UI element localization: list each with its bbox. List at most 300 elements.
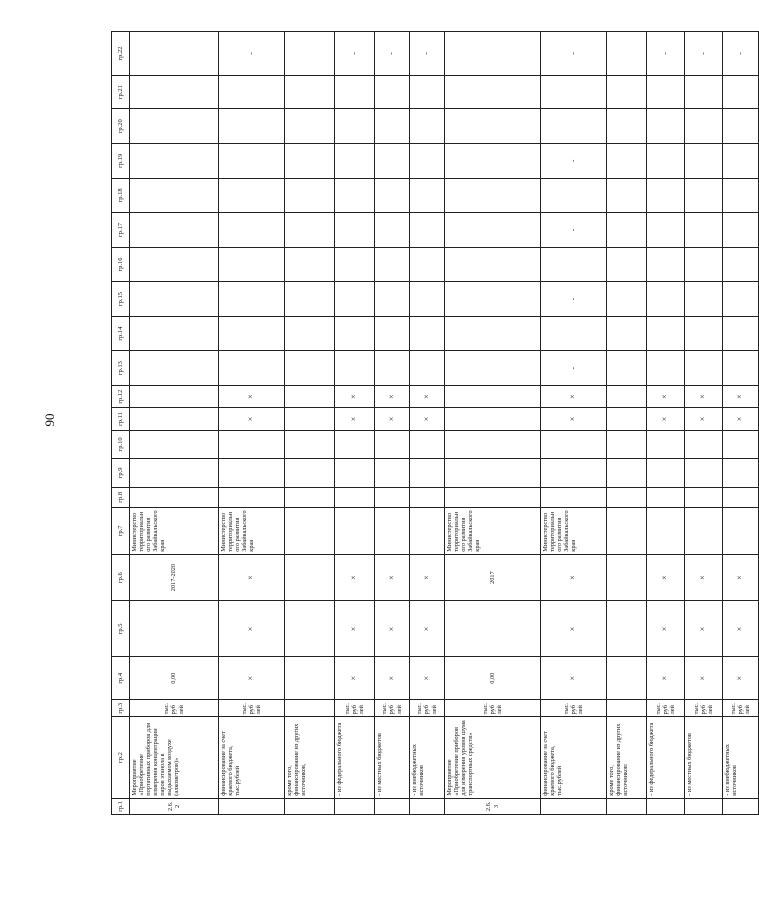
cell-c10: [607, 430, 647, 458]
cell-c8: [219, 487, 285, 507]
cell-c6: [607, 554, 647, 601]
cell-c21: [541, 75, 607, 109]
cell-c18: [647, 178, 685, 213]
cell-c5: [130, 601, 219, 657]
cell-c9: [541, 459, 607, 487]
cell-c15: [130, 282, 219, 317]
cell-c7: Министерство территориального развития Забайкальского края: [219, 507, 285, 554]
cell-c1: 2.6.2: [130, 798, 219, 814]
cell-c5: [445, 601, 541, 657]
cell-c19: [445, 144, 541, 179]
cell-c17: [130, 213, 219, 248]
cell-c13: [375, 351, 410, 386]
cell-c4: ×: [541, 657, 607, 700]
cell-c19: [335, 144, 375, 179]
cell-c2: - из федерального бюджета: [647, 717, 685, 798]
cell-c11: ×: [541, 408, 607, 430]
cell-c8: [335, 487, 375, 507]
header-cell: гр.2: [112, 717, 130, 798]
cell-c20: [375, 109, 410, 144]
table-row: [130, 32, 219, 815]
cell-c8: [445, 487, 541, 507]
cell-c16: [647, 247, 685, 282]
cell-c12: ×: [541, 385, 607, 407]
cell-c20: [285, 109, 335, 144]
cell-c20: [541, 109, 607, 144]
table-row: [410, 32, 445, 815]
header-cell: гр.8: [112, 487, 130, 507]
cell-c17: [647, 213, 685, 248]
cell-c18: [541, 178, 607, 213]
cell-c19: [375, 144, 410, 179]
cell-c3: тыс. рублей: [541, 700, 607, 717]
cell-c13: [285, 351, 335, 386]
cell-c9: [685, 459, 723, 487]
cell-c18: [607, 178, 647, 213]
cell-c22: [130, 32, 219, 76]
cell-c18: [375, 178, 410, 213]
cell-c11: ×: [723, 408, 759, 430]
cell-c14: [541, 316, 607, 351]
cell-c20: [445, 109, 541, 144]
cell-c20: [685, 109, 723, 144]
cell-c13: [335, 351, 375, 386]
cell-c16: [541, 247, 607, 282]
cell-c16: [219, 247, 285, 282]
header-cell: гр.10: [112, 430, 130, 458]
cell-c9: [375, 459, 410, 487]
cell-c8: [375, 487, 410, 507]
cell-c4: [607, 657, 647, 700]
cell-c7: Министерство территориального развития Забайкальского края: [130, 507, 219, 554]
cell-c6: ×: [685, 554, 723, 601]
cell-c7: [375, 507, 410, 554]
cell-c18: [685, 178, 723, 213]
cell-c19: [219, 144, 285, 179]
cell-c14: [445, 316, 541, 351]
cell-c14: [410, 316, 445, 351]
table-row: [219, 32, 285, 815]
table-row: [607, 32, 647, 815]
cell-c21: [685, 75, 723, 109]
cell-c11: ×: [219, 408, 285, 430]
cell-c19: [285, 144, 335, 179]
cell-c17: [607, 213, 647, 248]
cell-c11: [445, 408, 541, 430]
cell-c19: [723, 144, 759, 179]
cell-c10: [410, 430, 445, 458]
cell-c2: - из внебюджетных источников: [723, 717, 759, 798]
cell-c15: [375, 282, 410, 317]
cell-c6: ×: [335, 554, 375, 601]
rotated-table-container: [111, 31, 752, 815]
cell-c4: ×: [219, 657, 285, 700]
cell-c22: -: [647, 32, 685, 76]
cell-c1: [607, 798, 647, 814]
cell-c19: [647, 144, 685, 179]
cell-c14: [723, 316, 759, 351]
cell-c14: [335, 316, 375, 351]
cell-c18: [410, 178, 445, 213]
cell-c3: тыс. рублей: [219, 700, 285, 717]
cell-c21: [219, 75, 285, 109]
cell-c21: [410, 75, 445, 109]
cell-c20: [219, 109, 285, 144]
cell-c17: [375, 213, 410, 248]
cell-c10: [647, 430, 685, 458]
cell-c3: [285, 700, 335, 717]
cell-c16: [375, 247, 410, 282]
cell-c5: [607, 601, 647, 657]
cell-c22: -: [219, 32, 285, 76]
cell-c20: [335, 109, 375, 144]
header-cell: гр.5: [112, 601, 130, 657]
cell-c13: [219, 351, 285, 386]
cell-c4: 0,00: [445, 657, 541, 700]
header-cell: гр.3: [112, 700, 130, 717]
cell-c15: [335, 282, 375, 317]
cell-c7: [647, 507, 685, 554]
cell-c16: [335, 247, 375, 282]
cell-c4: ×: [723, 657, 759, 700]
cell-c11: [285, 408, 335, 430]
cell-c21: [723, 75, 759, 109]
cell-c2: - из местных бюджетов: [375, 717, 410, 798]
cell-c17: [723, 213, 759, 248]
cell-c3: тыс. рублей: [375, 700, 410, 717]
cell-c15: [685, 282, 723, 317]
cell-c15: [445, 282, 541, 317]
cell-c3: [607, 700, 647, 717]
cell-c8: [410, 487, 445, 507]
cell-c17: [219, 213, 285, 248]
header-cell: гр.16: [112, 247, 130, 282]
cell-c1: [410, 798, 445, 814]
cell-c19: [130, 144, 219, 179]
header-cell: гр.20: [112, 109, 130, 144]
cell-c7: [285, 507, 335, 554]
cell-c13: [607, 351, 647, 386]
cell-c14: [285, 316, 335, 351]
cell-c20: [723, 109, 759, 144]
cell-c17: [285, 213, 335, 248]
cell-c6: ×: [375, 554, 410, 601]
cell-c12: [607, 385, 647, 407]
cell-c3: тыс. рублей: [445, 700, 541, 717]
cell-c12: [285, 385, 335, 407]
cell-c17: [335, 213, 375, 248]
cell-c2: Мероприятие «Приобретение приборов для измерения уровня шума транспортных средств»: [445, 717, 541, 798]
cell-c21: [285, 75, 335, 109]
cell-c16: [607, 247, 647, 282]
cell-c7: [685, 507, 723, 554]
header-cell: гр.22: [112, 32, 130, 76]
cell-c18: [445, 178, 541, 213]
header-row: [112, 32, 130, 815]
header-cell: гр.17: [112, 213, 130, 248]
cell-c7: [335, 507, 375, 554]
cell-c13: [410, 351, 445, 386]
cell-c4: 0,00: [130, 657, 219, 700]
cell-c12: ×: [685, 385, 723, 407]
table-row: [445, 32, 541, 815]
cell-c12: ×: [375, 385, 410, 407]
cell-c9: [285, 459, 335, 487]
cell-c21: [647, 75, 685, 109]
cell-c2: - из местных бюджетов: [685, 717, 723, 798]
cell-c16: [410, 247, 445, 282]
cell-c20: [410, 109, 445, 144]
cell-c22: -: [375, 32, 410, 76]
cell-c13: -: [541, 351, 607, 386]
cell-c20: [647, 109, 685, 144]
cell-c1: [285, 798, 335, 814]
cell-c14: [685, 316, 723, 351]
cell-c22: -: [723, 32, 759, 76]
cell-c5: ×: [375, 601, 410, 657]
cell-c18: [130, 178, 219, 213]
cell-c11: ×: [375, 408, 410, 430]
cell-c11: ×: [335, 408, 375, 430]
cell-c2: финансирование за счет краевого бюджета, тыс.рублей: [219, 717, 285, 798]
cell-c13: [647, 351, 685, 386]
cell-c14: [219, 316, 285, 351]
cell-c4: ×: [685, 657, 723, 700]
cell-c5: ×: [219, 601, 285, 657]
cell-c22: [285, 32, 335, 76]
cell-c9: [647, 459, 685, 487]
header-cell: гр.13: [112, 351, 130, 386]
cell-c16: [130, 247, 219, 282]
page-number: 90: [42, 413, 57, 427]
cell-c9: [130, 459, 219, 487]
header-cell: гр.15: [112, 282, 130, 317]
cell-c3: тыс. рублей: [723, 700, 759, 717]
header-cell: гр.21: [112, 75, 130, 109]
cell-c9: [219, 459, 285, 487]
header-cell: гр.9: [112, 459, 130, 487]
cell-c22: -: [335, 32, 375, 76]
cell-c9: [335, 459, 375, 487]
cell-c9: [607, 459, 647, 487]
cell-c14: [607, 316, 647, 351]
cell-c13: [723, 351, 759, 386]
cell-c15: [410, 282, 445, 317]
cell-c4: ×: [375, 657, 410, 700]
cell-c5: ×: [685, 601, 723, 657]
cell-c11: ×: [410, 408, 445, 430]
cell-c19: [607, 144, 647, 179]
table-row: [647, 32, 685, 815]
cell-c18: [285, 178, 335, 213]
cell-c17: [410, 213, 445, 248]
cell-c12: ×: [723, 385, 759, 407]
cell-c10: [685, 430, 723, 458]
table-row: [335, 32, 375, 815]
cell-c10: [541, 430, 607, 458]
cell-c16: [285, 247, 335, 282]
table-row: [723, 32, 759, 815]
cell-c4: ×: [335, 657, 375, 700]
header-cell: гр.1: [112, 798, 130, 814]
cell-c14: [130, 316, 219, 351]
cell-c9: [723, 459, 759, 487]
cell-c12: [445, 385, 541, 407]
cell-c22: [445, 32, 541, 76]
cell-c17: [445, 213, 541, 248]
cell-c10: [445, 430, 541, 458]
cell-c15: [607, 282, 647, 317]
cell-c8: [285, 487, 335, 507]
cell-c9: [410, 459, 445, 487]
cell-c11: ×: [647, 408, 685, 430]
header-cell: гр.11: [112, 408, 130, 430]
cell-c13: [445, 351, 541, 386]
cell-c22: [607, 32, 647, 76]
cell-c11: ×: [685, 408, 723, 430]
cell-c10: [130, 430, 219, 458]
header-cell: гр.18: [112, 178, 130, 213]
cell-c3: тыс. рублей: [685, 700, 723, 717]
cell-c14: [647, 316, 685, 351]
cell-c15: [647, 282, 685, 317]
cell-c5: ×: [410, 601, 445, 657]
cell-c2: кроме того, финансирование из других источников:: [607, 717, 647, 798]
cell-c2: Мероприятие «Приобретение портативных приборов для измерения концентрации паров этанола в выдыхаемом воздухе (алкометров)»: [130, 717, 219, 798]
cell-c1: [335, 798, 375, 814]
cell-c6: ×: [219, 554, 285, 601]
cell-c2: финансирование за счет краевого бюджета, тыс.рублей: [541, 717, 607, 798]
cell-c21: [375, 75, 410, 109]
cell-c22: -: [685, 32, 723, 76]
cell-c15: [723, 282, 759, 317]
cell-c7: Министерство территориального развития Забайкальского края: [541, 507, 607, 554]
cell-c13: [130, 351, 219, 386]
cell-c12: ×: [335, 385, 375, 407]
cell-c21: [335, 75, 375, 109]
header-cell: гр.4: [112, 657, 130, 700]
cell-c17: [685, 213, 723, 248]
header-cell: гр.7: [112, 507, 130, 554]
budget-table: [111, 31, 759, 815]
cell-c15: [219, 282, 285, 317]
cell-c22: -: [410, 32, 445, 76]
cell-c8: [130, 487, 219, 507]
header-cell: гр.6: [112, 554, 130, 601]
table-row: [685, 32, 723, 815]
cell-c7: [410, 507, 445, 554]
cell-c8: [723, 487, 759, 507]
cell-c2: - из внебюджетных источников: [410, 717, 445, 798]
cell-c6: ×: [410, 554, 445, 601]
cell-c6: [285, 554, 335, 601]
cell-c5: ×: [335, 601, 375, 657]
cell-c8: [685, 487, 723, 507]
cell-c18: [723, 178, 759, 213]
cell-c4: ×: [647, 657, 685, 700]
cell-c1: [685, 798, 723, 814]
cell-c5: ×: [541, 601, 607, 657]
cell-c4: ×: [410, 657, 445, 700]
cell-c10: [219, 430, 285, 458]
cell-c7: [607, 507, 647, 554]
cell-c10: [285, 430, 335, 458]
cell-c6: ×: [723, 554, 759, 601]
cell-c6: 2017: [445, 554, 541, 601]
cell-c20: [607, 109, 647, 144]
cell-c10: [723, 430, 759, 458]
cell-c19: [410, 144, 445, 179]
cell-c8: [607, 487, 647, 507]
cell-c12: ×: [219, 385, 285, 407]
cell-c3: тыс. рублей: [647, 700, 685, 717]
cell-c5: ×: [723, 601, 759, 657]
cell-c6: 2017-2020: [130, 554, 219, 601]
cell-c12: ×: [410, 385, 445, 407]
header-cell: гр.14: [112, 316, 130, 351]
cell-c16: [445, 247, 541, 282]
table-row: [375, 32, 410, 815]
cell-c1: [219, 798, 285, 814]
cell-c19: -: [541, 144, 607, 179]
cell-c1: [647, 798, 685, 814]
cell-c12: ×: [647, 385, 685, 407]
cell-c2: - из федерального бюджета: [335, 717, 375, 798]
cell-c16: [723, 247, 759, 282]
table-row: [541, 32, 607, 815]
cell-c11: [130, 408, 219, 430]
table-row: [285, 32, 335, 815]
cell-c21: [130, 75, 219, 109]
cell-c7: [723, 507, 759, 554]
cell-c18: [335, 178, 375, 213]
cell-c3: тыс. рублей: [410, 700, 445, 717]
cell-c15: -: [541, 282, 607, 317]
cell-c8: [647, 487, 685, 507]
cell-c3: тыс. рублей: [335, 700, 375, 717]
cell-c20: [130, 109, 219, 144]
cell-c5: [285, 601, 335, 657]
header-cell: гр.19: [112, 144, 130, 179]
cell-c8: [541, 487, 607, 507]
header-cell: гр.12: [112, 385, 130, 407]
cell-c1: [375, 798, 410, 814]
cell-c17: -: [541, 213, 607, 248]
cell-c4: [285, 657, 335, 700]
cell-c13: [685, 351, 723, 386]
cell-c6: ×: [647, 554, 685, 601]
cell-c1: [541, 798, 607, 814]
cell-c2: кроме того, финансирование из других источников,: [285, 717, 335, 798]
cell-c10: [335, 430, 375, 458]
cell-c6: ×: [541, 554, 607, 601]
cell-c21: [607, 75, 647, 109]
cell-c19: [685, 144, 723, 179]
cell-c11: [607, 408, 647, 430]
cell-c15: [285, 282, 335, 317]
cell-c1: [723, 798, 759, 814]
cell-c9: [445, 459, 541, 487]
cell-c1: 2.6.3: [445, 798, 541, 814]
cell-c3: тыс. рублей: [130, 700, 219, 717]
cell-c5: ×: [647, 601, 685, 657]
cell-c10: [375, 430, 410, 458]
cell-c18: [219, 178, 285, 213]
cell-c16: [685, 247, 723, 282]
cell-c12: [130, 385, 219, 407]
cell-c14: [375, 316, 410, 351]
cell-c7: Министерство территориального развития Забайкальского края: [445, 507, 541, 554]
